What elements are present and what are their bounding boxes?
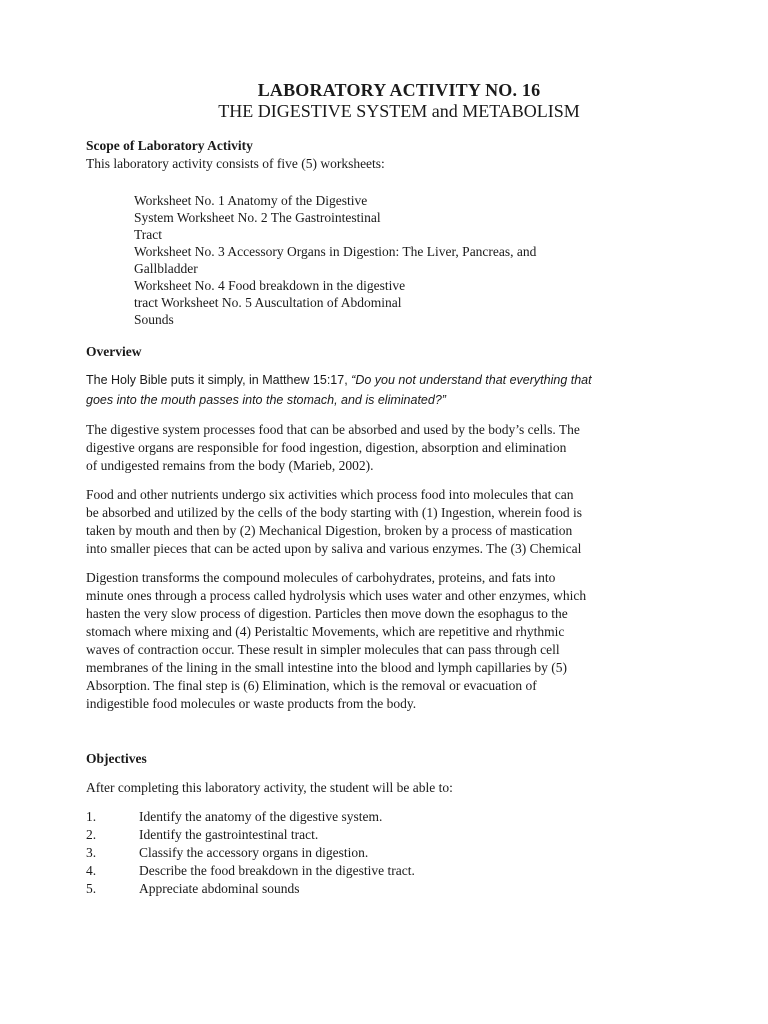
list-item-number: 2. [86, 827, 97, 842]
paragraph-line: digestive organs are responsible for food ingestion, digestion, absorption and elimination [86, 440, 567, 455]
paragraph-line: indigestible food molecules or waste products from the body. [86, 696, 417, 711]
paragraph-line: The digestive system processes food that can be absorbed and used by the body’s cells. The [86, 422, 580, 437]
list-item-number: 5. [86, 881, 97, 896]
document-subtitle: THE DIGESTIVE SYSTEM and METABOLISM [218, 101, 580, 121]
list-item-number: 4. [86, 863, 97, 878]
paragraph-line: waves of contraction occur. These result in simpler molecules that can pass through cell [86, 642, 560, 657]
worksheet-line: System Worksheet No. 2 The Gastrointestinal [134, 210, 381, 225]
list-item [86, 880, 415, 898]
objectives-heading: Objectives [86, 751, 147, 766]
list-item [86, 844, 415, 862]
worksheet-line: Worksheet No. 4 Food breakdown in the digestive [134, 278, 406, 293]
document-title: LABORATORY ACTIVITY NO. 16 [257, 80, 541, 100]
paragraph-line: Digestion transforms the compound molecules of carbohydrates, proteins, and fats into [86, 570, 556, 585]
paragraph-line: Absorption. The final step is (6) Elimination, which is the removal or evacuation of [86, 678, 537, 693]
worksheet-line: Gallbladder [134, 261, 198, 276]
worksheet-line: Tract [134, 227, 163, 242]
list-item-text: Identify the anatomy of the digestive system. [139, 809, 383, 824]
paragraph-line: Food and other nutrients undergo six activities which process food into molecules that can [86, 487, 574, 502]
scope-heading: Scope of Laboratory Activity [86, 138, 253, 153]
paragraph-line: be absorbed and utilized by the cells of the body starting with (1) Ingestion, wherein food is [86, 505, 583, 520]
paragraph-line: minute ones through a process called hydrolysis which uses water and other enzymes, which [86, 588, 587, 603]
paragraph-line: hasten the very slow process of digestion. Particles then move down the esophagus to the [86, 606, 568, 621]
list-item [86, 808, 415, 826]
list-item-number: 3. [86, 845, 97, 860]
list-item [86, 826, 415, 844]
paragraph-line: into smaller pieces that can be acted upon by saliva and various enzymes. The (3) Chemical [86, 541, 582, 556]
list-item-text: Classify the accessory organs in digestion. [139, 845, 369, 860]
bible-prefix: The Holy Bible puts it simply, in Matthew 15:17, [86, 373, 352, 387]
paragraph-line: of undigested remains from the body (Marieb, 2002). [86, 458, 374, 473]
list-item-text: Describe the food breakdown in the digestive tract. [139, 863, 415, 878]
worksheet-line: Sounds [134, 312, 174, 327]
list-item-text: Appreciate abdominal sounds [139, 881, 300, 896]
bible-quote [86, 370, 706, 410]
list-item [86, 862, 415, 880]
objectives-intro: After completing this laboratory activity, the student will be able to: [86, 780, 453, 795]
overview-paragraph-3 [86, 569, 658, 713]
scope-intro: This laboratory activity consists of five (5) worksheets: [86, 156, 385, 171]
list-item-number: 1. [86, 809, 97, 824]
overview-heading: Overview [86, 344, 142, 359]
paragraph-line: taken by mouth and then by (2) Mechanical Digestion, broken by a process of mastication [86, 523, 573, 538]
paragraph-line: membranes of the lining in the small intestine into the blood and lymph capillaries by (5) [86, 660, 568, 675]
list-item-text: Identify the gastrointestinal tract. [139, 827, 319, 842]
worksheet-line: tract Worksheet No. 5 Auscultation of Abdominal [134, 295, 402, 310]
worksheet-line: Worksheet No. 1 Anatomy of the Digestive [134, 193, 368, 208]
worksheet-list [134, 192, 536, 328]
bible-quote-line1: “Do you not understand that everything that [351, 373, 592, 387]
bible-quote-line2: goes into the mouth passes into the stomach, and is eliminated?” [86, 393, 446, 407]
overview-paragraph-2 [86, 486, 658, 558]
paragraph-line: stomach where mixing and (4) Peristaltic Movements, which are repetitive and rhythmic [86, 624, 565, 639]
overview-paragraph-1 [86, 421, 658, 475]
objectives-list [86, 808, 415, 898]
worksheet-line: Worksheet No. 3 Accessory Organs in Digestion: The Liver, Pancreas, and [134, 244, 537, 259]
